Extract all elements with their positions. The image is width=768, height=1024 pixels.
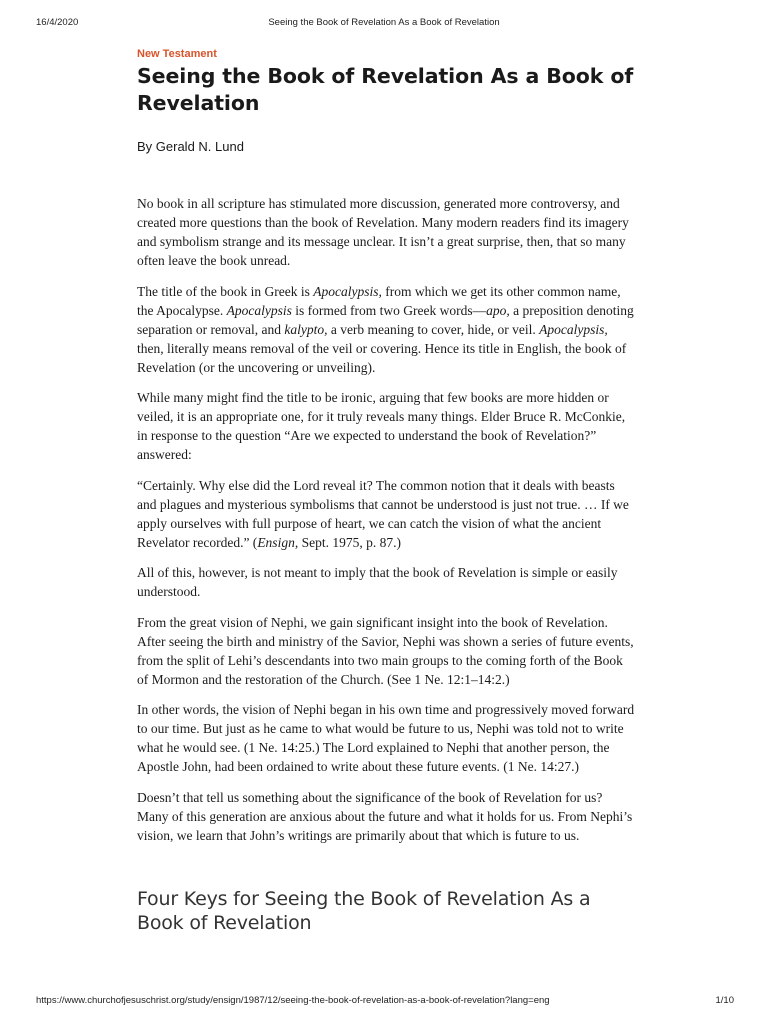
text-run: While many might find the title to be ironic, arguing that few books are more hidden or veiled, it is an appropriate one, for it truly reveals many things. Elder Bruce R. McConkie, in response to the question “Are we expected to understand the book of Revelation?” answered:: [137, 390, 626, 462]
paragraph: [137, 194, 637, 270]
italic-term: apo,: [486, 302, 510, 318]
italic-term: Apocalypsis,: [313, 283, 382, 299]
paragraph: [137, 700, 637, 776]
page-url[interactable]: https://www.churchofjesuschrist.org/study/ensign/1987/12/seeing-the-book-of-revelation-as-a-book-of-revelation?lang=eng: [36, 995, 550, 1006]
text-run: In other words, the vision of Nephi began in his own time and progressively moved forward to our time. But just as he came to what would be future to us, Nephi was told not to write what he would see. (1 Ne. 14:25.) The Lord explained to Nephi that another person, the Apostle John, had been ordained to write about these future events. (1 Ne. 14:27.): [137, 702, 635, 774]
block-quote: [137, 476, 637, 552]
text-run: All of this, however, is not meant to imply that the book of Revelation is simple or easily understood.: [137, 565, 618, 599]
italic-term: kalypto,: [284, 321, 328, 337]
text-run: then, literally means removal of the veil or covering. Hence its title in English, the book of Revelation (or the uncovering or unveiling).: [137, 340, 627, 375]
page-indicator: 1/10: [715, 995, 734, 1006]
print-page-title: Seeing the Book of Revelation As a Book of Revelation: [268, 17, 500, 28]
paragraph: [137, 788, 637, 845]
text-run: No book in all scripture has stimulated more discussion, generated more controversy, and created more questions than the book of Revelation. Many modern readers find its imagery and symbolism strange and its message unclear. It isn’t a great surprise, then, that so many often leave the book unread.: [137, 196, 629, 268]
italic-term: Apocalypsis: [226, 302, 292, 318]
text-run: a verb meaning to cover, hide, or veil.: [327, 321, 540, 337]
text-run: is formed from two Greek words—: [291, 302, 487, 318]
paragraph: [137, 563, 637, 601]
author-byline: By Gerald N. Lund: [137, 139, 244, 154]
italic-term: Apocalypsis,: [539, 321, 608, 337]
italic-term: Ensign,: [257, 534, 299, 550]
print-date: 16/4/2020: [36, 17, 79, 28]
article: [137, 48, 637, 935]
article-body: [137, 194, 637, 845]
paragraph: [137, 388, 637, 464]
text-run: The title of the book in Greek is: [137, 283, 314, 299]
text-run: from which we get its other common name, the Apocalypse.: [137, 283, 621, 318]
text-run: Doesn’t that tell us something about the significance of the book of Revelation for us? Many of this generation are anxious about the future and what it holds for us. From Nephi’s vision, we learn that John’s writings are primarily about that which is future to us.: [137, 789, 633, 843]
section-heading: Four Keys for Seeing the Book of Revelation As a Book of Revelation: [137, 887, 591, 934]
text-run: From the great vision of Nephi, we gain significant insight into the book of Revelation. After seeing the birth and ministry of the Savior, Nephi was shown a series of future events, from the split of Lehi’s descendants into two main groups to the coming forth of the Book of Mormon and the restoration of the Church. (See 1 Ne. 12:1–14:2.): [137, 614, 634, 687]
text-run: “Certainly. Why else did the Lord reveal it? The common notion that it deals with beasts and plagues and mysterious symbolisms that cannot be understood is just not true. … If we apply ourselves with full purpose of heart, we can catch the vision of what the ancient Revelator recorded.” (: [137, 477, 629, 550]
paragraph: [137, 613, 637, 689]
category-label[interactable]: New Testament: [137, 48, 217, 60]
article-title: Seeing the Book of Revelation As a Book of Revelation: [137, 64, 634, 115]
text-run: Sept. 1975, p. 87.): [298, 534, 401, 550]
text-run: a preposition denoting separation or removal, and: [137, 302, 634, 337]
paragraph: [137, 282, 637, 377]
